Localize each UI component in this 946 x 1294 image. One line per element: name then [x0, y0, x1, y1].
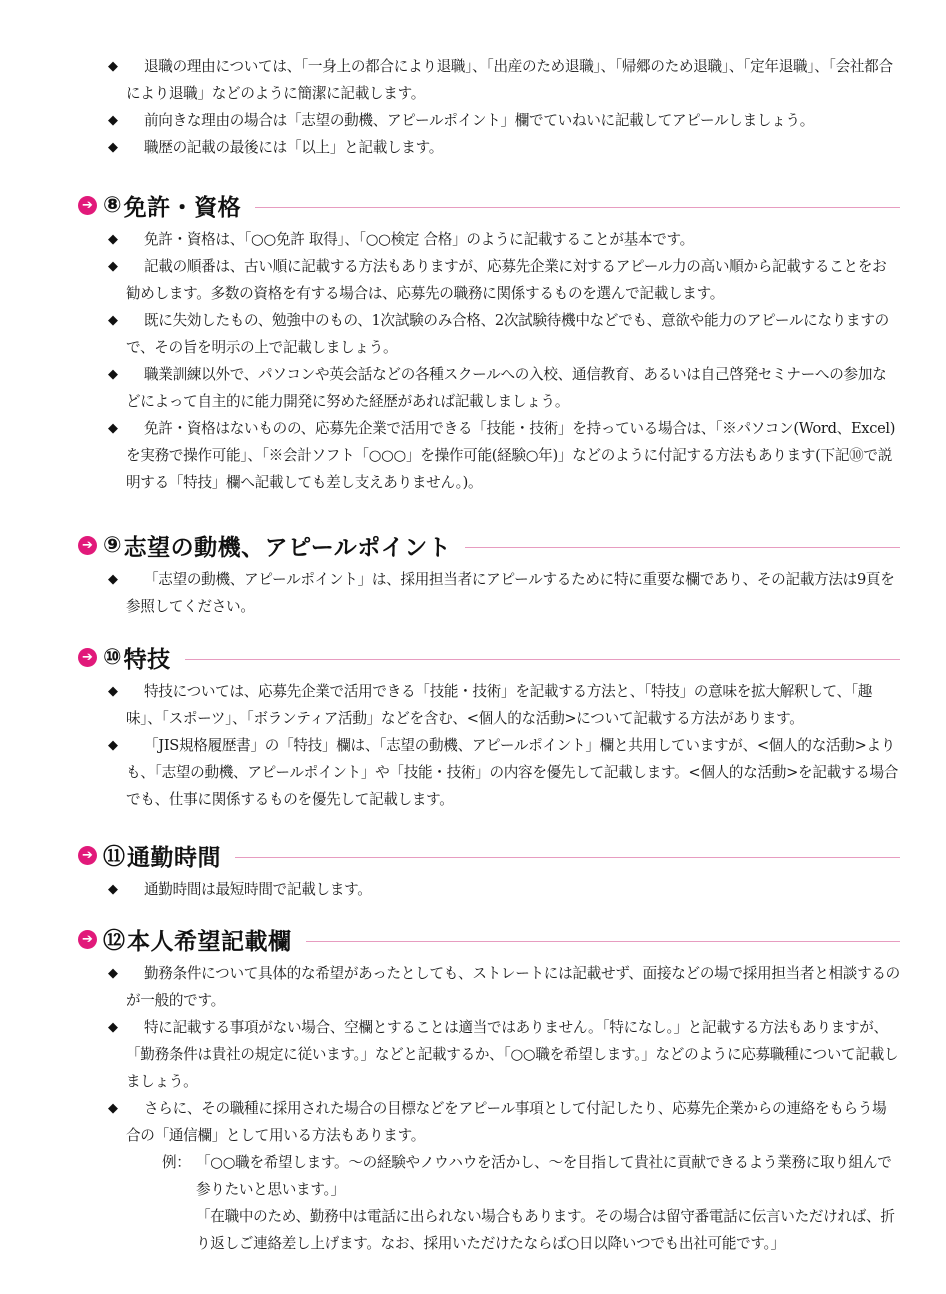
section-12: [0, 922, 946, 1257]
example-block: [0, 1203, 946, 1257]
example-text: 「○○職を希望します。〜の経験やノウハウを活かし、〜を目指して貴社に貢献できるよう業務に取り組んで参りたいと思います。」: [196, 1154, 892, 1198]
section-7-bullets: [0, 53, 946, 161]
diamond-bullet-icon: ◆: [108, 966, 118, 981]
arrow-right-icon: ➔: [78, 648, 97, 667]
section-number: ⑩: [103, 644, 122, 670]
diamond-bullet-icon: ◆: [108, 259, 118, 274]
section-title: 通勤時間: [127, 844, 222, 871]
section-8: [0, 188, 946, 496]
section-9: [0, 528, 946, 620]
section-10: [0, 640, 946, 813]
diamond-bullet-icon: ◆: [108, 59, 118, 74]
diamond-bullet-icon: ◆: [108, 1101, 118, 1116]
list-item: ◆ 勤務条件について具体的な希望があったとしても、ストレートには記載せず、面接などの場で採用担当者と相談するのが一般的です。: [0, 960, 946, 1014]
diamond-bullet-icon: ◆: [108, 140, 118, 155]
diamond-bullet-icon: ◆: [108, 738, 118, 753]
heading-rule: [185, 659, 900, 660]
section-number: ⑪: [103, 844, 126, 870]
diamond-bullet-icon: ◆: [108, 232, 118, 247]
section-heading: [78, 528, 900, 562]
list-item: ◆ 記載の順番は、古い順に記載する方法もありますが、応募先企業に対するアピール力の高い順から記載することをお勧めします。多数の資格を有する場合は、応募先の職務に関係するものを選んで記載します。: [0, 253, 946, 307]
diamond-bullet-icon: ◆: [108, 313, 118, 328]
list-item: ◆ 「志望の動機、アピールポイント」は、採用担当者にアピールするために特に重要な欄であり、その記載方法は9頁を参照してください。: [0, 566, 946, 620]
heading-rule: [306, 941, 900, 942]
example-block: [0, 1149, 946, 1203]
list-item: ◆ 職歴の記載の最後には「以上」と記載します。: [0, 134, 946, 161]
arrow-right-icon: ➔: [78, 846, 97, 865]
section-title: 免許・資格: [123, 194, 242, 221]
heading-rule: [235, 857, 900, 858]
section-11: [0, 838, 946, 903]
heading-rule: [465, 547, 900, 548]
list-item: ◆ 前向きな理由の場合は「志望の動機、アピールポイント」欄でていねいに記載してアピールしましょう。: [0, 107, 946, 134]
diamond-bullet-icon: ◆: [108, 421, 118, 436]
arrow-right-icon: ➔: [78, 536, 97, 555]
list-item: ◆ 既に失効したもの、勉強中のもの、1次試験のみ合格、2次試験待機中などでも、意欲や能力のアピールになりますので、その旨を明示の上で記載しましょう。: [0, 307, 946, 361]
list-item: ◆ 免許・資格は、「○○免許 取得」、「○○検定 合格」のように記載することが基本です。: [0, 226, 946, 253]
arrow-right-icon: ➔: [78, 196, 97, 215]
list-item: ◆ 職業訓練以外で、パソコンや英会話などの各種スクールへの入校、通信教育、あるいは自己啓発セミナーへの参加などによって自主的に能力開発に努めた経歴があれば記載しましょう。: [0, 361, 946, 415]
diamond-bullet-icon: ◆: [108, 684, 118, 699]
example-text: 「在職中のため、勤務中は電話に出られない場合もあります。その場合は留守番電話に伝言いただければ、折り返しご連絡差し上げます。なお、採用いただけたならば○日以降いつでも出社可能です。」: [196, 1208, 895, 1252]
section-title: 特技: [123, 646, 171, 673]
example-label: 例：: [162, 1154, 191, 1171]
diamond-bullet-icon: ◆: [108, 113, 118, 128]
list-item: ◆ さらに、その職種に採用された場合の目標などをアピール事項として付記したり、応募先企業からの連絡をもらう場合の「通信欄」として用いる方法もあります。: [0, 1095, 946, 1149]
diamond-bullet-icon: ◆: [108, 882, 118, 897]
section-number: ⑧: [103, 192, 122, 218]
section-heading: [78, 838, 900, 872]
section-title: 本人希望記載欄: [127, 928, 292, 955]
section-number: ⑨: [103, 532, 122, 558]
arrow-right-icon: ➔: [78, 930, 97, 949]
heading-rule: [255, 207, 900, 208]
list-item: ◆ 特に記載する事項がない場合、空欄とすることは適当ではありません。「特になし。」と記載する方法もありますが、「勤務条件は貴社の規定に従います。」などと記載するか、「○○職を希望します。」などのように応募職種について記載しましょう。: [0, 1014, 946, 1095]
list-item: ◆ 退職の理由については、「一身上の都合により退職」、「出産のため退職」、「帰郷のため退職」、「定年退職」、「会社都合により退職」などのように簡潔に記載します。: [0, 53, 946, 107]
section-title: 志望の動機、アピールポイント: [123, 534, 452, 561]
diamond-bullet-icon: ◆: [108, 572, 118, 587]
list-item: ◆ 特技については、応募先企業で活用できる「技能・技術」を記載する方法と、「特技」の意味を拡大解釈して、「趣味」、「スポーツ」、「ボランティア活動」などを含む、<個人的な活動>について記載する方法があります。: [0, 678, 946, 732]
section-heading: [78, 640, 900, 674]
section-heading: [78, 188, 900, 222]
diamond-bullet-icon: ◆: [108, 367, 118, 382]
diamond-bullet-icon: ◆: [108, 1020, 118, 1035]
section-heading: [78, 922, 900, 956]
list-item: ◆ 免許・資格はないものの、応募先企業で活用できる「技能・技術」を持っている場合は、「※パソコン(Word、Excel)を実務で操作可能」、「※会計ソフト「○○○」を操作可能(経験○年)」などのように付記する方法もあります(下記⑩で説明する「特技」欄へ記載しても差し支えありません。)。: [0, 415, 946, 496]
list-item: ◆ 「JIS規格履歴書」の「特技」欄は、「志望の動機、アピールポイント」欄と共用していますが、<個人的な活動>よりも、「志望の動機、アピールポイント」や「技能・技術」の内容を優先して記載します。<個人的な活動>を記載する場合でも、仕事に関係するものを優先して記載します。: [0, 732, 946, 813]
section-number: ⑫: [103, 928, 126, 954]
list-item: ◆ 通勤時間は最短時間で記載します。: [0, 876, 946, 903]
